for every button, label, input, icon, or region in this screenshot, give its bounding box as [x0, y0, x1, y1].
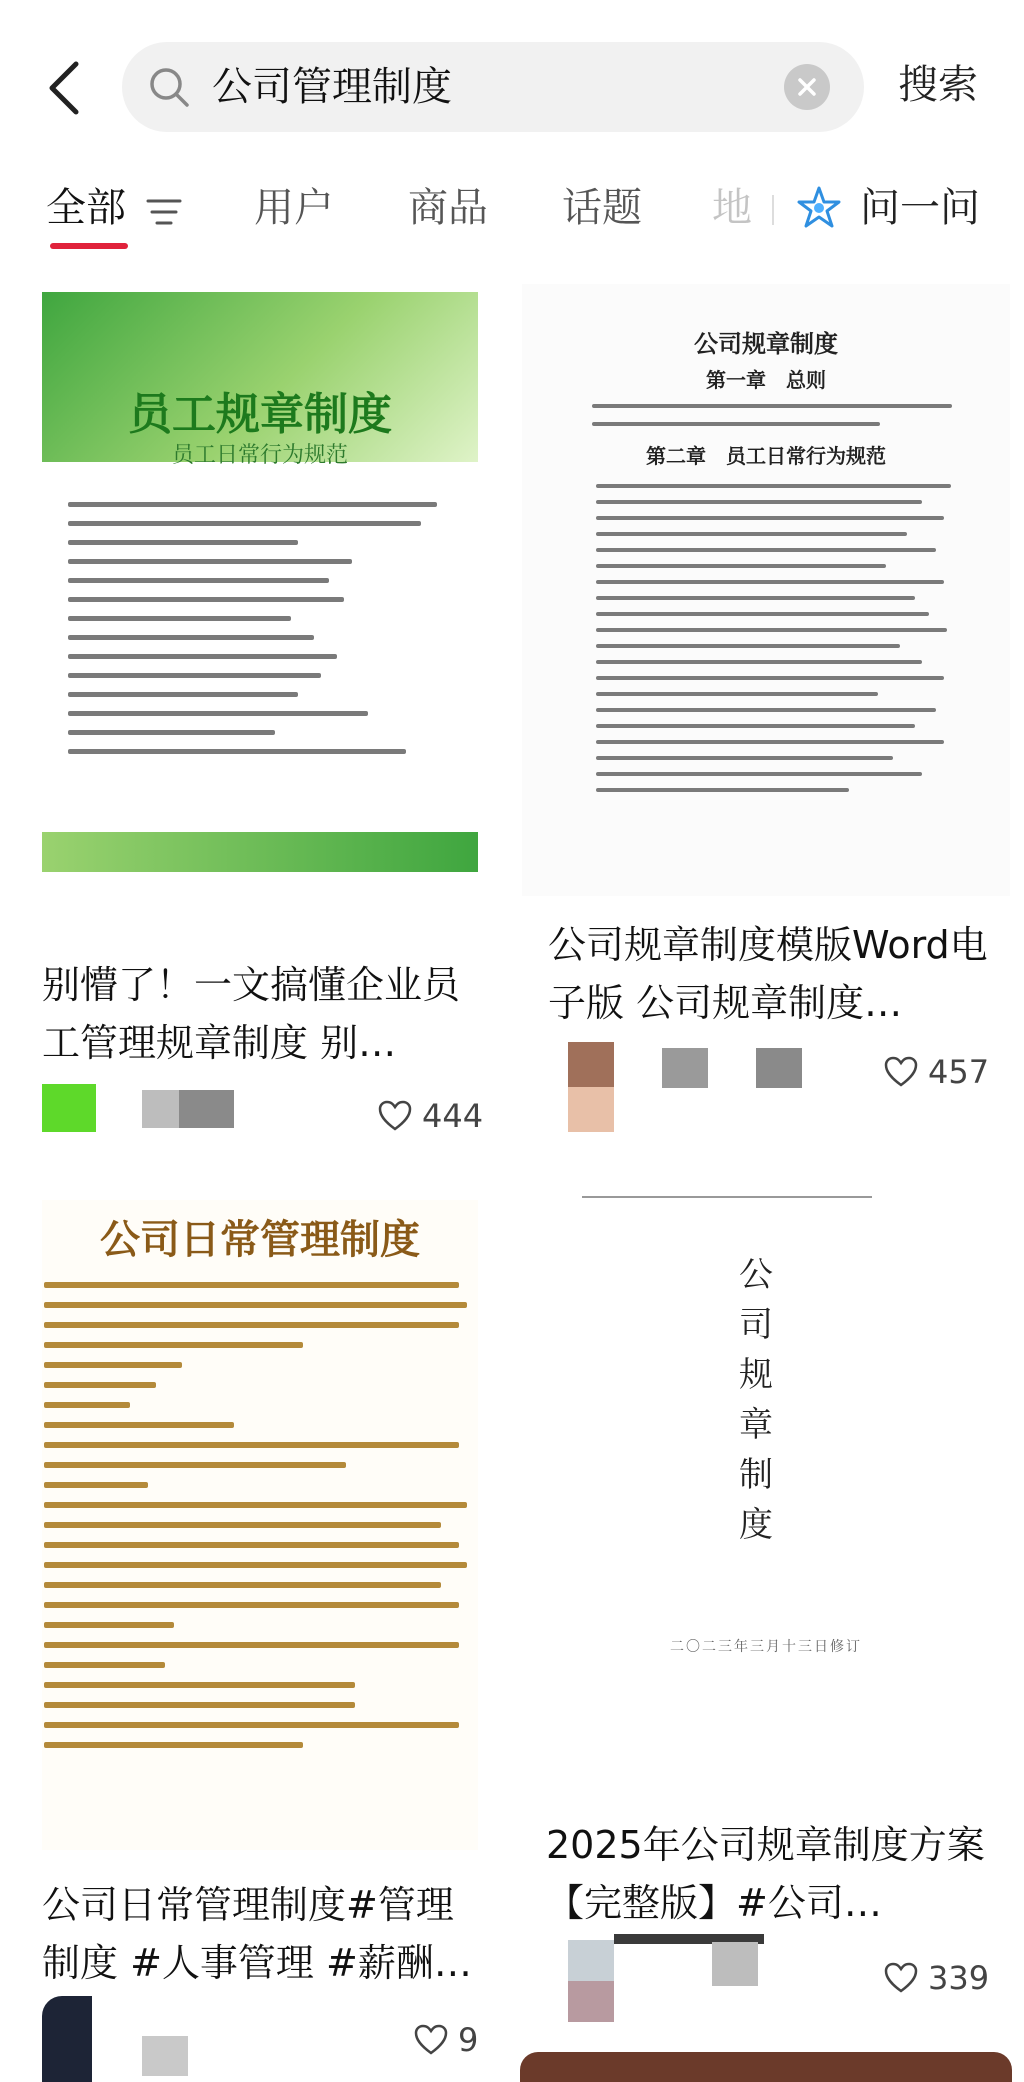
document-text-lines: [592, 404, 952, 440]
document-text-lines: [596, 484, 958, 804]
avatar[interactable]: [42, 1084, 96, 1132]
tab-topics[interactable]: 话题: [562, 185, 642, 231]
tab-products[interactable]: 商品: [408, 185, 488, 231]
avatar[interactable]: [42, 1996, 92, 2082]
thumbnail-chapter: 第一章 总则: [706, 368, 826, 392]
document-text-lines: [44, 1282, 476, 1762]
like-count: 457: [928, 1053, 990, 1091]
like-count: 444: [422, 1097, 484, 1135]
back-arrow-icon[interactable]: [40, 58, 90, 118]
card-title[interactable]: 公司规章制度模版Word电子版 公司规章制度…: [548, 923, 988, 1025]
close-icon: [784, 64, 830, 110]
thumbnail-chapter: 第二章 员工日常行为规范: [646, 444, 886, 468]
divider: [582, 1196, 872, 1198]
search-button[interactable]: 搜索: [898, 62, 978, 108]
heart-icon: [378, 1100, 412, 1132]
card-title[interactable]: 别懵了！一文搞懂企业员工管理规章制度 别…: [42, 963, 461, 1065]
like-button[interactable]: [884, 1958, 1004, 1998]
heart-icon: [884, 1056, 918, 1088]
search-query[interactable]: 公司管理制度: [212, 64, 452, 110]
ask-ai-icon[interactable]: [796, 185, 842, 231]
tab-places[interactable]: 地: [712, 185, 752, 231]
tab-divider: [772, 195, 774, 225]
like-count: 339: [928, 1959, 990, 1997]
author-name-blurred[interactable]: [712, 1942, 758, 1986]
author-name-blurred[interactable]: [142, 2036, 188, 2076]
like-count: 9: [458, 2021, 479, 2059]
filter-icon[interactable]: [146, 197, 182, 227]
avatar[interactable]: [568, 1940, 614, 2022]
tab-all[interactable]: 全部: [46, 185, 126, 231]
thumbnail-heading: 公司规章制度: [739, 1255, 773, 1545]
author-name-blurred[interactable]: [756, 1048, 802, 1088]
card-title[interactable]: 2025年公司规章制度方案【完整版】#公司…: [546, 1823, 985, 1925]
avatar[interactable]: [568, 1042, 614, 1132]
card-thumbnail: [522, 284, 1010, 896]
thumbnail-subheading: 员工日常行为规范: [171, 443, 348, 468]
author-name-blurred[interactable]: [142, 1090, 234, 1128]
tab-users[interactable]: 用户: [254, 185, 334, 231]
search-header: [0, 0, 1024, 175]
like-button[interactable]: [378, 1096, 484, 1136]
ask-button[interactable]: 问一问: [860, 185, 980, 231]
thumbnail-heading: 公司日常管理制度: [100, 1217, 420, 1263]
heart-icon: [414, 2024, 448, 2056]
thumbnail-heading: 员工规章制度: [128, 389, 392, 440]
thumbnail-heading: 公司规章制度: [694, 330, 838, 358]
heart-icon: [884, 1962, 918, 1994]
active-tab-indicator: [50, 243, 128, 249]
category-tabs: [0, 175, 1024, 265]
thumbnail-footer: [42, 832, 478, 872]
thumbnail-date: 二〇二三年三月十三日修订: [670, 1639, 862, 1655]
card-thumbnail: [522, 1196, 1010, 1796]
result-card[interactable]: [522, 284, 1010, 1124]
document-text-lines: [68, 502, 452, 768]
result-card[interactable]: [522, 1196, 1010, 2016]
search-icon: [148, 66, 190, 108]
next-card-thumbnail[interactable]: [520, 2052, 1012, 2082]
like-button[interactable]: [884, 1052, 1004, 1092]
card-thumbnail: [42, 292, 478, 872]
like-button[interactable]: [414, 2020, 484, 2060]
author-name-blurred[interactable]: [662, 1048, 708, 1088]
result-card[interactable]: [42, 1200, 478, 2082]
clear-search-button[interactable]: [784, 64, 830, 110]
card-title[interactable]: 公司日常管理制度#管理制度 #人事管理 #薪酬…: [42, 1883, 472, 1985]
result-card[interactable]: [42, 292, 484, 1152]
card-thumbnail: [42, 1200, 478, 1850]
search-input[interactable]: [122, 42, 864, 132]
